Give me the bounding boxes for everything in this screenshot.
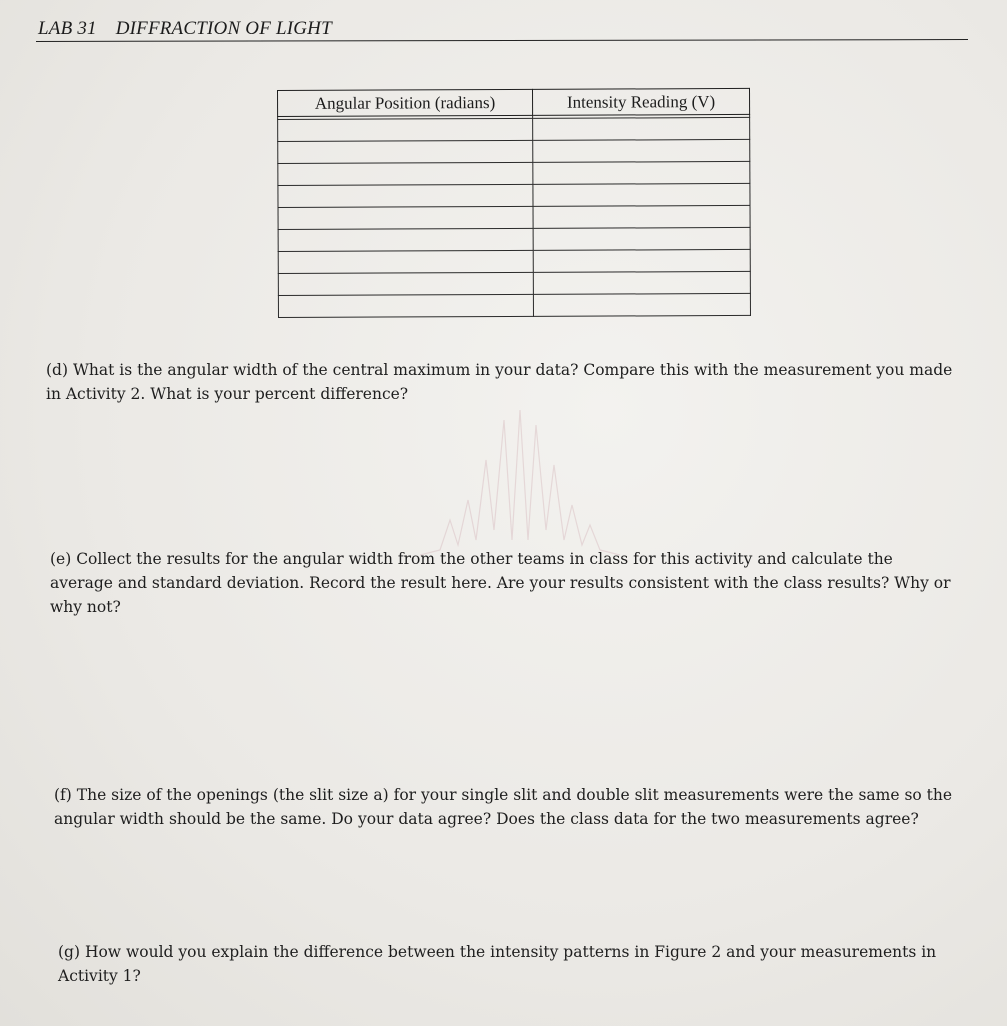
question-d: (d) What is the angular width of the central maximum in your data? Compare this with the measurement you made in Activity 2. What is your percent difference?: [46, 361, 953, 403]
table-cell-angle[interactable]: [278, 184, 533, 207]
table-cell-intensity[interactable]: [533, 249, 750, 272]
column-header-intensity: Intensity Reading (V): [532, 88, 749, 115]
table-cell-angle[interactable]: [278, 294, 533, 317]
lab-header: [38, 18, 332, 40]
question-f: (f) The size of the openings (the slit size a) for your single slit and double slit measurements were the same so the angular width should be the same. Do your data agree? Does the class data for the two measurements agree?: [54, 786, 953, 828]
table-cell-intensity[interactable]: [533, 205, 750, 228]
table-cell-angle[interactable]: [278, 118, 533, 141]
table-cell-angle[interactable]: [278, 228, 533, 251]
table-cell-intensity[interactable]: [533, 161, 750, 184]
data-table: [277, 88, 751, 318]
table-row: [278, 205, 750, 229]
table-cell-angle[interactable]: [278, 206, 533, 229]
table-cell-angle[interactable]: [278, 140, 533, 163]
table-row: [278, 139, 750, 163]
question-e: (e) Collect the results for the angular width from the other teams in class for this activity and calculate the average and standard deviation. Record the result here. Are your results consistent with the class results? Why or why not?: [50, 550, 951, 616]
table-cell-intensity[interactable]: [533, 271, 750, 294]
show-through-figure: [420, 390, 620, 560]
table-cell-intensity[interactable]: [533, 139, 750, 162]
table-header-row: [278, 88, 750, 116]
table-row: [278, 293, 750, 317]
table-row: [278, 161, 750, 185]
table-row: [278, 183, 750, 207]
table-row: [278, 117, 750, 141]
table-cell-intensity[interactable]: [533, 117, 750, 140]
lab-title: DIFFRACTION OF LIGHT: [115, 18, 332, 39]
table-cell-intensity[interactable]: [533, 227, 750, 250]
show-through-intensity-curve: [420, 410, 620, 555]
table-cell-angle[interactable]: [278, 162, 533, 185]
table-cell-intensity[interactable]: [533, 183, 750, 206]
table-cell-intensity[interactable]: [533, 293, 750, 316]
question-g: (g) How would you explain the difference between the intensity patterns in Figure 2 and your measurements in Activity 1?: [58, 943, 937, 985]
column-header-angular-position: Angular Position (radians): [278, 89, 533, 116]
table-row: [278, 249, 750, 273]
table-row: [278, 227, 750, 251]
table-cell-angle[interactable]: [278, 272, 533, 295]
lab-number: LAB 31: [38, 18, 97, 39]
data-table-container: [277, 88, 751, 318]
table-row: [278, 271, 750, 295]
table-cell-angle[interactable]: [278, 250, 533, 273]
